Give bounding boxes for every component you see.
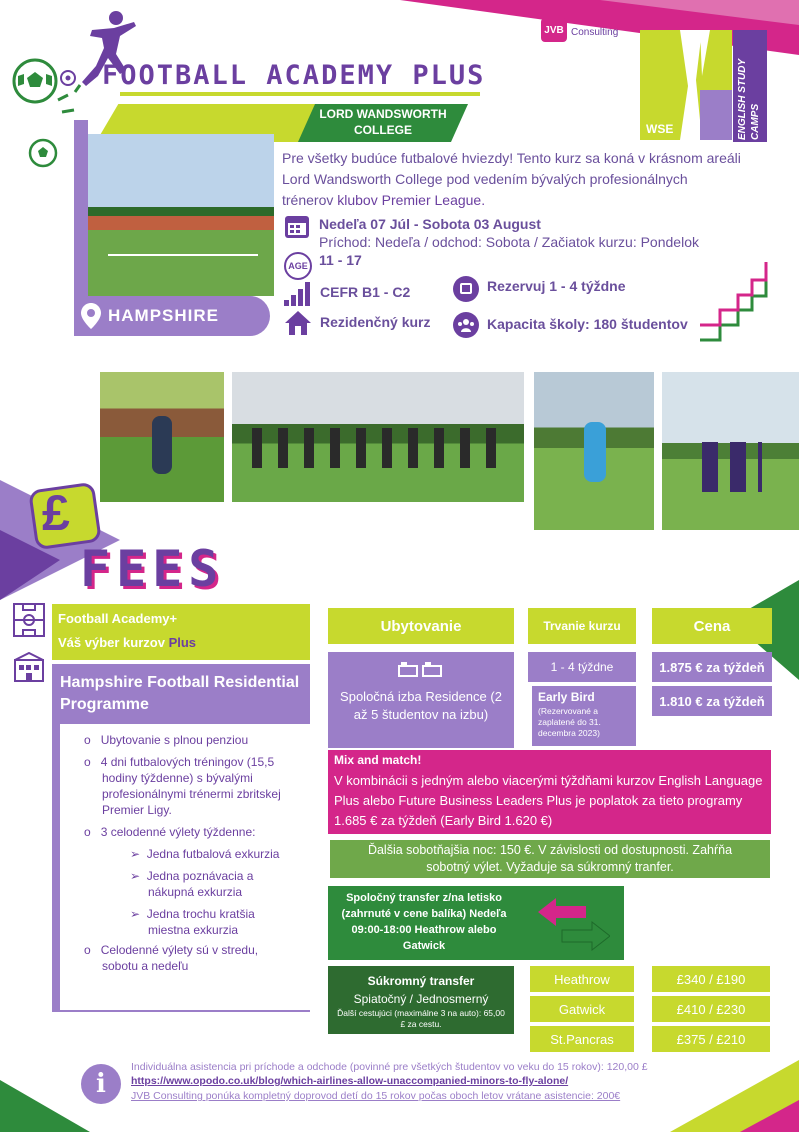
course-choice-bold: Plus — [168, 635, 197, 650]
bullet-1: o Ubytovanie s plnou penziou — [84, 733, 249, 747]
fees-title: FEES — [80, 540, 225, 598]
college-name — [298, 106, 468, 138]
soccer-ball-icon — [12, 58, 58, 104]
airport-heathrow: Heathrow — [530, 966, 634, 992]
price-heathrow: £340 / £190 — [652, 966, 770, 992]
calendar-icon — [283, 212, 311, 240]
intro-highlight: klubov Premier League. — [337, 192, 486, 208]
header-duration: Trvanie kurzu — [528, 608, 636, 644]
jvb-logo: JVB — [541, 18, 567, 42]
airport-gatwick: Gatwick — [530, 996, 634, 1022]
mix-title: Mix and match! — [334, 753, 422, 767]
location-label: HAMPSHIRE — [108, 306, 220, 325]
college-line1: LORD WANDSWORTH — [319, 107, 447, 121]
intro-text — [282, 148, 742, 211]
dates: Nedeľa 07 Júl - Sobota 03 August — [319, 216, 541, 232]
people-icon — [456, 317, 476, 333]
price-stpancras: £375 / £210 — [652, 1026, 770, 1052]
arrival-info: Príchod: Nedeľa / odchod: Sobota / Začiatok kurzu: Pondelok — [319, 234, 699, 250]
camps-label: ENGLISH STUDY CAMPS — [737, 59, 761, 140]
programme-title: Hampshire Football Residential Programme — [60, 674, 300, 713]
jvb-logo-sub: Consulting — [571, 27, 619, 38]
level-bars-icon — [284, 282, 312, 306]
cefr-level: CEFR B1 - C2 — [320, 284, 411, 300]
extra-night: Ďalšia sobotňajšia noc: 150 €. V závislosti od dostupnosti. Zahŕňa sobotný výlet. Vyžaduje sa súkromný tranfer. — [330, 840, 770, 878]
sub-bullet-1: ➢ Jedna futbalová exkurzia — [130, 847, 280, 861]
page-title: FOOTBALL ACADEMY PLUS — [102, 60, 486, 91]
house-icon — [284, 310, 312, 336]
private-transfer-title: Súkromný transfer — [367, 974, 475, 988]
early-bird-title: Early Bird — [538, 690, 595, 704]
info-link[interactable]: https://www.opodo.co.uk/blog/which-airlines-allow-unaccompanied-minors-to-fly-alone/ — [131, 1075, 569, 1087]
intro-body: Pre všetky budúce futbalové hviezdy! Tento kurz sa koná v krásnom areáli Lord Wandsworth College pod vedením bývalých profesionálnych trénerov — [282, 150, 741, 208]
pound-icon: £ — [42, 485, 70, 541]
private-transfer-sub: Spiatočný / Jednosmerný — [353, 992, 489, 1006]
course-name: Football Academy+ — [58, 611, 178, 626]
shared-transfer-text: Spoločný transfer z/na letisko (zahrnuté v cene balíka) Nedeľa 09:00-18:00 Heathrow alebo Gatwick — [341, 892, 507, 952]
booking-icon-inner — [460, 283, 472, 294]
photo-3 — [534, 372, 654, 530]
price-gatwick: £410 / £230 — [652, 996, 770, 1022]
private-transfer-note: Ďalší cestujúci (maximálne 3 na auto): 65,00 £ za cestu. — [337, 1008, 505, 1029]
early-bird-note: (Rezervované a zaplatené do 31. decembra 2023) — [538, 706, 601, 738]
small-ball-icon — [60, 70, 76, 86]
capacity: Kapacita školy: 180 študentov — [487, 316, 688, 332]
programme-list — [60, 724, 310, 1010]
mix-text: V kombinácii s jedným alebo viacerými týždňami kurzov English Language Plus alebo Future Business Leaders Plus je poplatok za tieto programy 1.685 € za týždeň (Early Bird 1.620 €) — [334, 773, 763, 828]
photo-1 — [100, 372, 224, 502]
duration-value: 1 - 4 týždne — [528, 652, 636, 682]
bed-icon — [398, 660, 442, 678]
header-price: Cena — [652, 608, 772, 644]
early-bird-price: 1.810 € za týždeň — [652, 686, 772, 716]
bullet-4: o Celodenné výlety sú v stredu, sobotu a nedeľu — [84, 943, 259, 973]
pitch-icon — [13, 603, 45, 637]
info-line1: Individuálna asistencia pri príchode a odchode (povinné pre všetkých študentov vo veku do 15 rokov): 120,00 £ — [131, 1061, 648, 1073]
airport-stpancras: St.Pancras — [530, 1026, 634, 1052]
room-type: Spoločná izba Residence (2 až 5 študentov na izbu) — [340, 689, 502, 722]
soccer-ball-small-icon — [28, 138, 58, 168]
booking-weeks: Rezervuj 1 - 4 týždne — [487, 278, 626, 294]
photo-frame-bar — [74, 120, 88, 320]
sub-bullet-3: ➢ Jedna trochu kratšia miestna exkurzia — [130, 907, 255, 937]
college-line2: COLLEGE — [353, 123, 412, 137]
photo-4 — [662, 372, 799, 530]
building-icon — [13, 652, 45, 682]
age-icon: AGE — [284, 252, 312, 280]
residential: Rezidenčný kurz — [320, 314, 431, 330]
campus-photo — [88, 134, 274, 296]
price-value: 1.875 € za týždeň — [652, 652, 772, 682]
bullet-2: o 4 dni futbalových tréningov (15,5 hodiny týždenne) s bývalými profesionálnymi trénermi zbritskej Premier Ligy. — [84, 755, 281, 817]
wse-label: WSE — [646, 122, 674, 136]
photo-2 — [232, 372, 524, 502]
bullet-3: o 3 celodenné výlety týždenne: — [84, 825, 256, 839]
title-underline — [120, 92, 480, 96]
map-pin-icon — [80, 302, 102, 330]
course-choice-text: Váš výber kurzov — [58, 635, 169, 650]
header-accommodation: Ubytovanie — [328, 608, 514, 644]
info-icon: i — [81, 1064, 121, 1104]
age-range: 11 - 17 — [319, 252, 362, 268]
transfer-arrows-icon — [538, 896, 610, 952]
info-line3: JVB Consulting ponúka kompletný doprovod detí do 15 rokov počas oboch letov vrátane asistencie: 200€ — [131, 1090, 621, 1102]
course-choice — [58, 635, 196, 650]
sub-bullet-2: ➢ Jedna poznávacia a nákupná exkurzia — [130, 869, 254, 899]
